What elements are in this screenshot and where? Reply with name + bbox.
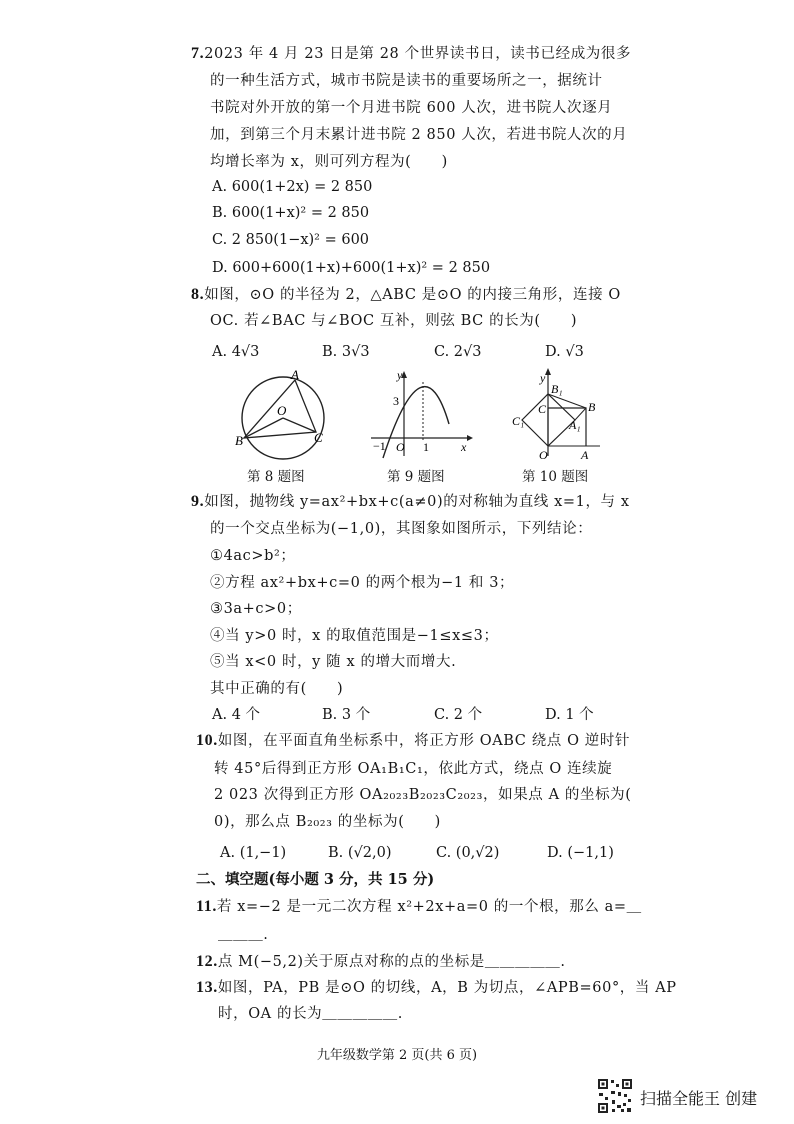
q7-option-c: C. 2 850(1−x)² = 600 <box>212 232 370 248</box>
q9-line-4: ②方程 ax²+bx+c=0 的两个根为−1 和 3； <box>210 575 515 591</box>
q9-option-c: C. 2 个 <box>434 707 483 723</box>
fig10-label-y: y <box>540 371 546 385</box>
q9-option-d: D. 1 个 <box>545 707 594 723</box>
fig10-label-b: B <box>588 400 596 414</box>
q10-line-3: 2 023 次得到正方形 OA₂₀₂₃B₂₀₂₃C₂₀₂₃，如果点 A 的坐标为( <box>214 787 632 803</box>
fig9-label-neg1: −1 <box>373 439 386 453</box>
q7-line-2: 的一种生活方式，城市书院是读书的重要场所之一，据统计 <box>210 73 603 89</box>
q13-line-1: 13.如图，PA，PB 是⊙O 的切线，A，B 为切点，∠APB=60°，当 AP <box>196 979 677 996</box>
fig8-label-o: O <box>277 403 287 418</box>
figure-10 <box>505 366 615 466</box>
q9-line-2: 的一个交点坐标为(−1,0)，其图象如图所示，下列结论： <box>210 521 593 537</box>
section-2-heading: 二、填空题(每小题 3 分，共 15 分) <box>196 871 435 888</box>
q8-option-b: B. 3√3 <box>322 344 370 360</box>
q10-option-c: C. (0,√2) <box>436 845 500 861</box>
fig9-label-o: O <box>396 440 405 454</box>
figure-9 <box>367 368 477 460</box>
fig10-label-c1: C₁ <box>512 414 525 428</box>
q7-option-d: D. 600+600(1+x)+600(1+x)² = 2 850 <box>212 260 491 276</box>
q7-line-1: 7.2023 年 4 月 23 日是第 28 个世界读书日，读书已经成为很多 <box>191 45 632 62</box>
fig8-label-c: C <box>314 430 323 445</box>
fig9-label-3: 3 <box>393 394 399 408</box>
q13-line-2: 时，OA 的长为＿＿＿＿＿. <box>218 1006 403 1022</box>
fig9-label-x: x <box>461 440 467 454</box>
q9-line-7: ⑤当 x<0 时，y 随 x 的增大而增大. <box>210 654 457 670</box>
figure-8 <box>232 366 342 466</box>
q12-number: 12. <box>196 953 218 970</box>
q12-line-1: 12.点 M(−5,2)关于原点对称的点的坐标是＿＿＿＿＿. <box>196 953 566 970</box>
fig10-label-a: A <box>581 448 589 462</box>
q7-number: 7. <box>191 45 205 62</box>
page-footer: 九年级数学第 2 页(共 6 页) <box>316 1048 478 1063</box>
q9-line-1: 9.如图，抛物线 y=ax²+bx+c(a≠0)的对称轴为直线 x=1，与 x <box>191 493 630 510</box>
fig10-label-a1: A₁ <box>569 418 581 432</box>
q7-line-5: 均增长率为 x，则可列方程为( ) <box>210 154 448 170</box>
q9-line-5: ③3a+c>0； <box>210 601 302 617</box>
figure-10-caption: 第 10 题图 <box>522 469 589 485</box>
fig9-label-y: y <box>397 368 403 382</box>
q8-option-a: A. 4√3 <box>212 344 260 360</box>
fig10-label-o: O <box>539 448 548 462</box>
q9-line-8: 其中正确的有( ) <box>210 681 344 697</box>
q13-number: 13. <box>196 979 218 996</box>
q10-line-4: 0)，那么点 B₂₀₂₃ 的坐标为( ) <box>214 814 441 830</box>
q8-option-c: C. 2√3 <box>434 344 482 360</box>
fig10-label-b1: B₁ <box>551 382 563 396</box>
q10-option-b: B. (√2,0) <box>328 845 392 861</box>
q9-option-a: A. 4 个 <box>212 707 261 723</box>
q8-option-d: D. √3 <box>545 344 584 360</box>
q8-line-2: OC. 若∠BAC 与∠BOC 互补，则弦 BC 的长为( ) <box>210 313 578 329</box>
q10-line-2: 转 45°后得到正方形 OA₁B₁C₁，依此方式，绕点 O 连续旋 <box>214 761 613 777</box>
fig9-label-1: 1 <box>423 440 429 454</box>
q7-option-a: A. 600(1+2x) = 2 850 <box>212 179 373 195</box>
q8-line-1: 8.如图，⊙O 的半径为 2，△ABC 是⊙O 的内接三角形，连接 O <box>191 286 621 303</box>
q8-number: 8. <box>191 286 205 303</box>
q11-line-2: ＿＿＿. <box>218 927 269 943</box>
figure-8-caption: 第 8 题图 <box>247 469 305 485</box>
q7-option-b: B. 600(1+x)² = 2 850 <box>212 205 370 221</box>
q7-line-3: 书院对外开放的第一个月进书院 600 人次，进书院人次逐月 <box>210 100 613 116</box>
qr-code-icon <box>597 1078 633 1114</box>
q10-line-1: 10.如图，在平面直角坐标系中，将正方形 OABC 绕点 O 逆时针 <box>196 732 631 749</box>
q11-line-1: 11.若 x=−2 是一元二次方程 x²+2x+a=0 的一个根，那么 a=＿ <box>196 898 642 915</box>
q9-number: 9. <box>191 493 205 510</box>
scanner-watermark: 扫描全能王 创建 <box>640 1089 758 1108</box>
q11-number: 11. <box>196 898 217 915</box>
fig8-label-a: A <box>291 367 299 382</box>
q10-option-d: D. (−1,1) <box>547 845 614 861</box>
q10-number: 10. <box>196 732 218 749</box>
q9-option-b: B. 3 个 <box>322 707 371 723</box>
figure-9-caption: 第 9 题图 <box>387 469 445 485</box>
q10-option-a: A. (1,−1) <box>220 845 287 861</box>
q9-line-3: ①4ac>b²； <box>210 548 296 564</box>
q7-line-4: 加，到第三个月末累计进书院 2 850 人次，若进书院人次的月 <box>210 127 628 143</box>
fig8-label-b: B <box>235 433 243 448</box>
fig10-label-c: C <box>538 402 547 416</box>
q9-line-6: ④当 y>0 时，x 的取值范围是−1≤x≤3； <box>210 628 499 644</box>
